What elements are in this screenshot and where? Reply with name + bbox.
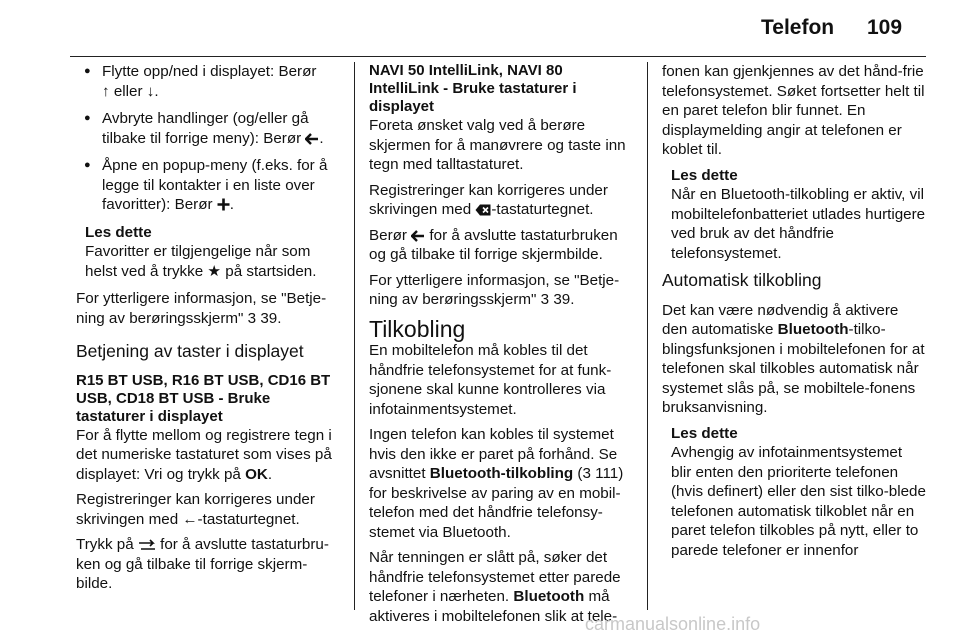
backspace-arrow-icon: ← xyxy=(182,510,198,528)
page-header xyxy=(0,14,960,54)
column-divider xyxy=(647,62,648,610)
section-heading: Automatisk tilkobling xyxy=(662,270,822,290)
note-title: Les dette xyxy=(671,166,738,184)
note-box xyxy=(662,166,926,264)
list-item: ● Flytte opp/ned i displayet: Berør ↑ eller ↓. xyxy=(76,62,342,101)
note-title: Les dette xyxy=(671,424,738,442)
paragraph: For ytterligere informasjon, se "Betje-ning av berøringsskjerm" 3 39. xyxy=(76,290,327,327)
page-reference: 3 39. xyxy=(247,309,282,327)
subsection-heading: NAVI 50 IntelliLink, NAVI 80 IntelliLink - Bruke tastaturer i displayet xyxy=(369,62,577,115)
paragraph: Registreringer kan korrigeres under skrivingen med ←-tastaturtegnet. xyxy=(76,491,315,528)
watermark: carmanualsonline.info xyxy=(585,614,761,634)
header-rule xyxy=(70,56,926,57)
chapter-title: Telefon xyxy=(761,16,835,39)
delete-key-icon xyxy=(475,200,491,220)
column-divider xyxy=(354,62,355,610)
paragraph: fonen kan gjenkjennes av det hånd-frie telefonsystemet. Søket fortsetter helt til en paret telefon blir funnet. En displaymelding angir at telefonen er koblet til. xyxy=(662,63,925,158)
arrow-up-icon: ↑ xyxy=(102,82,110,100)
note-box xyxy=(76,223,342,282)
paragraph: Registreringer kan korrigeres under skrivingen med -tastaturtegnet. xyxy=(369,181,608,218)
paragraph: Berør for å avslutte tastaturbruken og gå tilbake til forrige skjermbilde. xyxy=(369,226,618,263)
note-text: Når en Bluetooth-tilkobling er aktiv, vil mobiltelefonbatteriet utlades hurtigere ved bruk av det håndfrie telefonsystemet. xyxy=(671,186,926,262)
paragraph: Ingen telefon kan kobles til systemet hvis den ikke er paret på forhånd. Se avsnittet Bluetooth-tilkobling (3 111) for beskrivelse av paring av en mobil-telefon med det håndfrie telefonsy-stemet via Bluetooth. xyxy=(369,426,624,541)
note-title: Les dette xyxy=(85,223,152,241)
back-arrow-icon xyxy=(411,226,425,246)
list-item: ● Åpne en popup-meny (f.eks. for å legge til kontakter i en liste over favoritter): Berør . xyxy=(76,156,342,215)
page-reference: (3 111) xyxy=(573,465,624,482)
arrow-down-icon: ↓ xyxy=(146,82,155,100)
note-text: Favoritter er tilgjengelige når som helst ved å trykke ★ på startsiden. xyxy=(85,243,317,280)
bullet-list xyxy=(76,62,342,215)
column-3 xyxy=(662,62,926,568)
back-arrow-icon xyxy=(305,129,319,149)
column-2 xyxy=(369,62,633,632)
paragraph: For å flytte mellom og registrere tegn i det numeriske tastaturet som vises på displayet: Vri og trykk på OK. xyxy=(76,426,332,483)
return-icon xyxy=(138,535,156,555)
paragraph: En mobiltelefon må kobles til det håndfrie telefonsystemet for at funk-sjonene skal kunne kontrolleres via infotainmentsystemet. xyxy=(369,342,612,418)
section-heading: Tilkobling xyxy=(369,315,466,342)
column-1 xyxy=(76,62,342,600)
page-number: 109 xyxy=(867,16,903,39)
paragraph: Foreta ønsket valg ved å berøre skjermen for å manøvrere og taste inn tegn med talltastaturet. xyxy=(369,117,626,173)
page-reference: 3 39. xyxy=(540,291,575,308)
note-box xyxy=(662,424,926,561)
section-heading: Betjening av taster i displayet xyxy=(76,341,304,361)
paragraph: Når tenningen er slått på, søker det håndfrie telefonsystemet etter parede telefoner i nærheten. Bluetooth må aktiveres i mobiltelefonen slik at tele- xyxy=(369,549,621,625)
list-item: ● Avbryte handlinger (og/eller gå tilbake til forrige meny): Berør . xyxy=(76,109,342,148)
paragraph: For ytterligere informasjon, se "Betje-ning av berøringsskjerm" 3 39. xyxy=(369,271,620,308)
paragraph: Trykk på for å avslutte tastaturbru-ken og gå tilbake til forrige skjerm-bilde. xyxy=(76,536,329,592)
plus-icon xyxy=(217,195,230,215)
star-icon: ★ xyxy=(207,262,222,280)
note-text: Avhengig av infotainmentsystemet blir enten den prioriterte telefonen (hvis definert) eller den sist tilko-blede telefonen automatisk tilkoblet når en paret telefon tilkobles på nytt, eller to parede telefoner er innenfor xyxy=(671,444,926,559)
paragraph: Det kan være nødvendig å aktivere den automatiske Bluetooth-tilko-blingsfunksjonen i mobiltelefonen for at telefonen skal tilkobles automatisk når systemet slås på, se mobiltele-fonens bruksanvisning. xyxy=(662,301,925,416)
subsection-heading: R15 BT USB, R16 BT USB, CD16 BT USB, CD18 BT USB - Bruke tastaturer i displayet xyxy=(76,371,331,425)
